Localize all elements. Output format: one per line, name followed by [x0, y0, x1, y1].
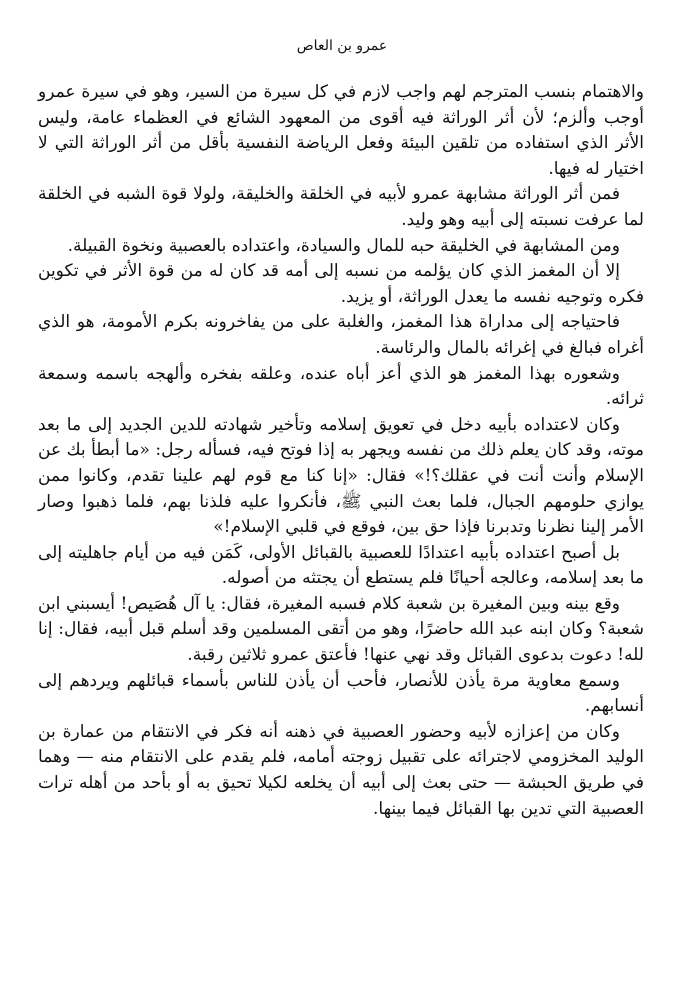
paragraph: فاحتياجه إلى مداراة هذا المغمز، والغلبة على من يفاخرونه بكرم الأمومة، هو الذي أغراه فبالغ في إغرائه بالمال والرئاسة. — [38, 312, 644, 358]
paragraph: وسمع معاوية مرة يأذن للأنصار، فأحب أن يأذن للناس بأسماء قبائلهم ويردهم إلى أنسابهم. — [38, 670, 644, 717]
body-text — [38, 80, 644, 822]
paragraph: إلا أن المغمز الذي كان يؤلمه من نسبه إلى أمه قد كان له من قوة الأثر في تكوين فكره وتوجيه نفسه ما يعدل الوراثة، أو يزيد. — [38, 261, 644, 307]
running-head: عمرو بن العاص — [296, 38, 388, 54]
paragraph: وشعوره بهذا المغمز هو الذي أعز أباه عنده، وعلقه بفخره وألهجه باسمه وسمعة ثرائه. — [38, 363, 644, 410]
paragraph: والاهتمام بنسب المترجم لهم واجب لازم في كل سيرة من السير، وهو في سيرة عمرو أوجب وألزم؛ لأن أثر الوراثة فيه أقوى من المعهود الشائع في العظماء عامة، وليس الأثر الذي استفاده من تلقين البيئة وفعل الرياضة النفسية بأقل من أثر الوراثة التي لا اختيار له فيها. — [38, 82, 644, 179]
paragraph: وكان لاعتداده بأبيه دخل في تعويق إسلامه وتأخير شهادته للدين الجديد إلى ما بعد موته، وقد كان يعلم ذلك من نفسه ويجهر به إذا فوتح فيه، فسأله رجل: «ما أبطأ بك عن الإسلام وأنت أنت في عقلك؟!» فقال: «إنا كنا مع قوم لهم علينا تقدم، وكانوا ممن يوازي حلومهم الجبال، فلما بعث النبي ﷺ، فأنكروا عليه فلذنا بهم، فلما ذهبوا وصار الأمر إلينا نظرنا وتدبرنا فإذا حق بين، فوقع في قلبي الإسلام!» — [38, 414, 644, 538]
paragraph: بل أصبح اعتداده بأبيه اعتدادًا للعصبية بالقبائل الأولى، كَمَن فيه من أيام جاهليته إلى ما بعد إسلامه، وعالجه أحيانًا فلم يستطع أن يجتثه من أصوله. — [38, 542, 644, 589]
paragraph: وكان من إعزازه لأبيه وحضور العصبية في ذهنه أنه فكر في الانتقام من عمارة بن الوليد المخزومي لاجترائه على تقبيل زوجته أمامه، فلم يقدم على الانتقام منه — وهما في طريق الحبشة — حتى بعث إلى أبيه أن يخلعه لكيلا تحيق به أو بأحد من أهله ترات العصبية التي تدين بها القبائل فيما بينها. — [38, 721, 644, 819]
paragraph: فمن أثر الوراثة مشابهة عمرو لأبيه في الخلقة والخليقة، ولولا قوة الشبه في الخلقة لما عرفت نسبته إلى أبيه وهو وليد. — [38, 184, 644, 230]
paragraph: وقع بينه وبين المغيرة بن شعبة كلام فسبه المغيرة، فقال: يا آل هُصَيص! أيسبني ابن شعبة؟ وكان ابنه عبد الله حاضرًا، وهو من أتقى المسلمين وقد أسلم قبل أبيه، فقال: إنا لله! دعوت بدعوى القبائل وقد نهي عنها! فأعتق عمرو ثلاثين رقبة. — [38, 593, 644, 666]
paragraph: ومن المشابهة في الخليقة حبه للمال والسيادة، واعتداده بالعصبية ونخوة القبيلة. — [67, 235, 620, 256]
